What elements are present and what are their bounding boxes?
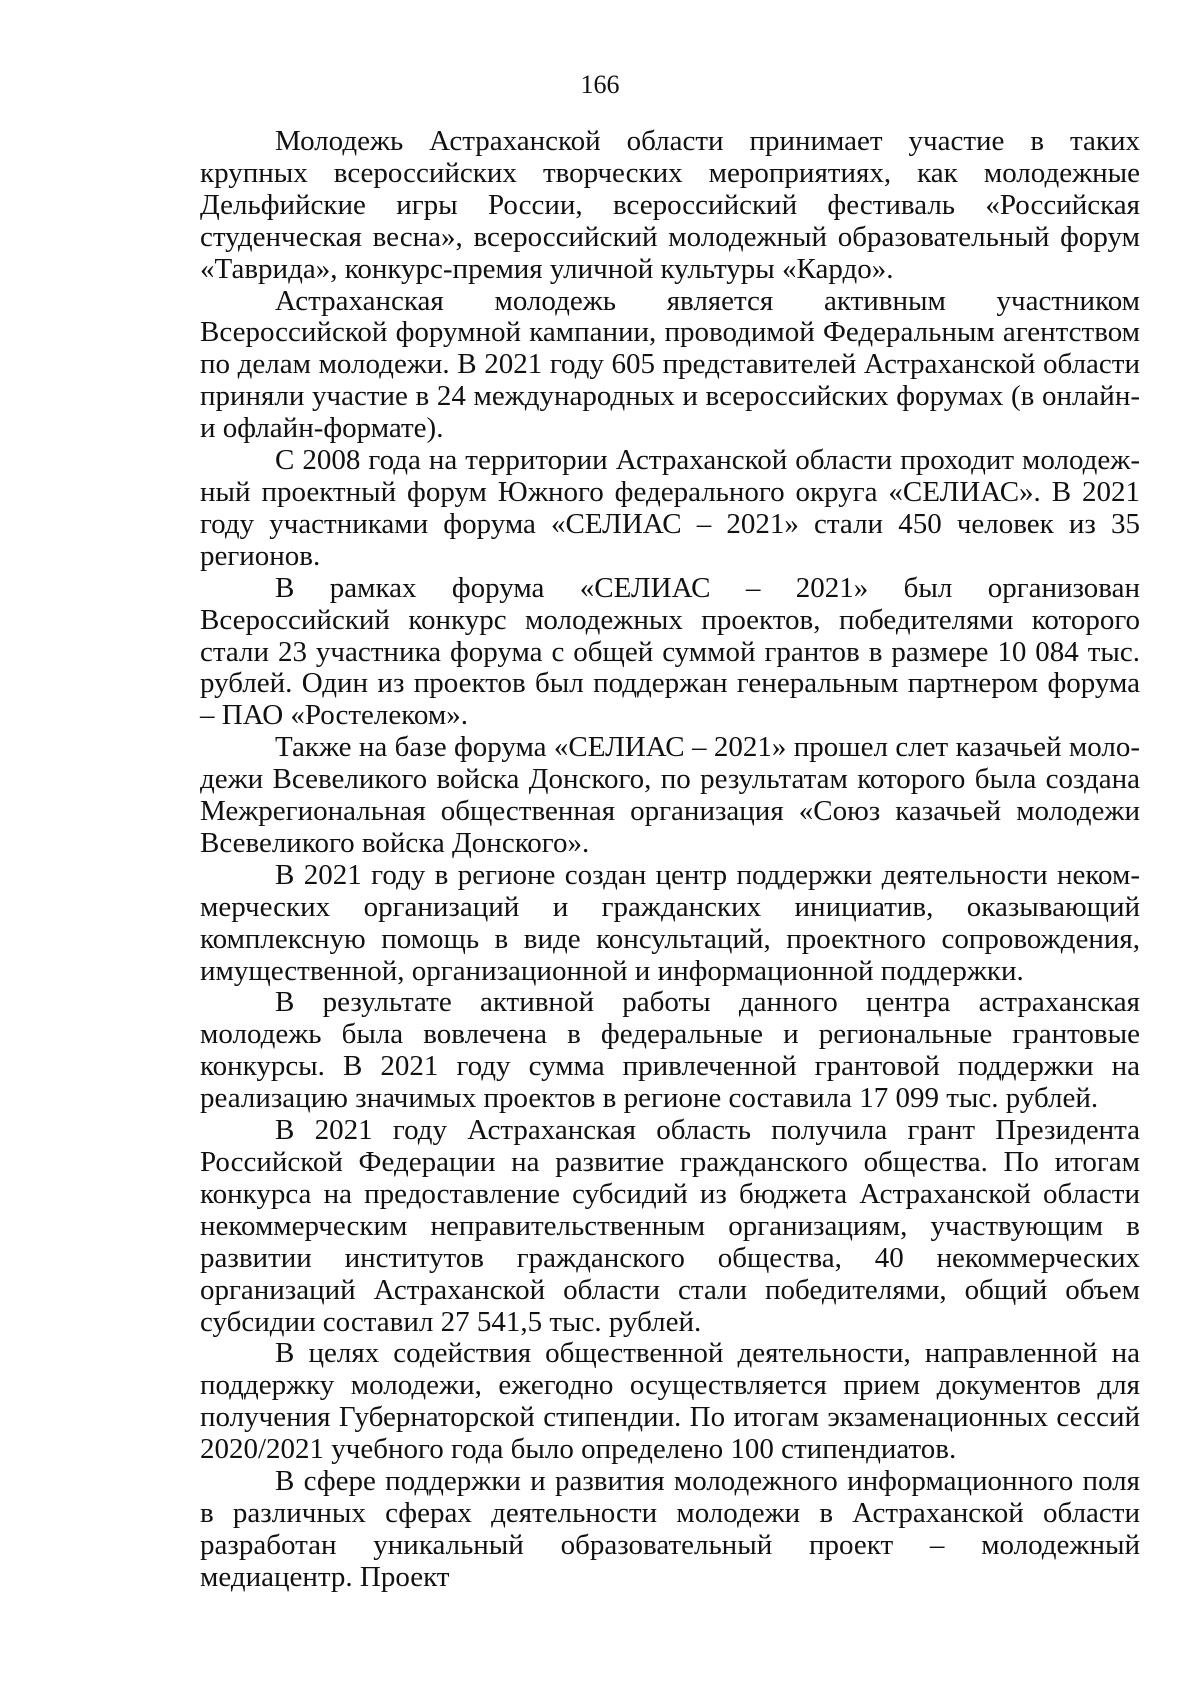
paragraph-delphic-games: Молодежь Астраханской области принимает участие в таких крупных всероссийских творческих мероприятиях, как молодежные Дельфийские игры России, всероссийский фестиваль «Российская студенческая весна», всероссийский молодежный образовательный форум «Таврида», конкурс-премия уличной культуры «Кардо». <box>200 125 1140 285</box>
paragraph-project-contest: В рамках форума «СЕЛИАС – 2021» был организован Всероссийский конкурс молодежных проектов, победителями которого стали 23 участника форума с общей суммой грантов в размере 10 084 тыс. рублей. Один из проектов был поддержан генеральным партнером форума – ПАО «Ростелеком». <box>200 571 1140 732</box>
paragraph-grant-contests: В результате активной работы данного центра астраханская молодежь была вовлечена в федеральные и региональные грантовые конкурсы. В 2021 году сумма привлеченной грантовой поддержки на реализацию значимых проектов в регионе составила 17 099 тыс. рублей. <box>200 986 1140 1115</box>
paragraph-selias-forum: С 2008 года на территории Астраханской области проходит молодежный проектный форум Южного федерального округа «СЕЛИАС». В 2021 году участниками форума «СЕЛИАС – 2021» стали 450 человек из 35 регионов. <box>200 444 1140 572</box>
page-number: 166 <box>580 70 620 99</box>
paragraph-cossack-youth: Также на базе форума «СЕЛИАС – 2021» прошел слет казачьей молодежи Всевеликого войска Донского, по результатам которого была создана Межрегиональная общественная организация «Союз казачьей молодежи Всевеликого войска Донского». <box>200 731 1140 859</box>
paragraph-governor-scholarship: В целях содействия общественной деятельности, направленной на поддержку молодежи, ежегодно осуществляется прием документов для получения Губернаторской стипендии. По итогам экзаменационных сессий 2020/2021 учебного года было определено 100 стипендиатов. <box>200 1337 1140 1466</box>
paragraph-nko-support-center: В 2021 году в регионе создан центр поддержки деятельности некоммерческих организаций и гражданских инициатив, оказывающий комплексную помощь в виде консультаций, проектного сопровождения, имущественной, организационной и информационной поддержки. <box>200 858 1140 987</box>
paragraph-media-center: В сфере поддержки и развития молодежного информационного поля в различных сферах деятельности молодежи в Астраханской области разработан уникальный образовательный проект – молодежный медиацентр. Проект <box>200 1465 1140 1593</box>
paragraph-forum-campaign: Астраханская молодежь является активным участником Всероссийской форумной кампании, проводимой Федеральным агентством по делам молодежи. В 2021 году 605 представителей Астраханской области приняли участие в 24 международных и всероссийских форумах (в онлайн- и офлайн-формате). <box>200 284 1140 445</box>
paragraph-presidential-grant: В 2021 году Астраханская область получила грант Президента Российской Федерации на развитие гражданского общества. По итогам конкурса на предоставление субсидий из бюджета Астраханской области некоммерческим неправительственным организациям, участвующим в развитии институтов гражданского общества, 40 некоммерческих организаций Астраханской области стали победителями, общий объем субсидии составил 27 541,5 тыс. рублей. <box>200 1114 1140 1338</box>
document-body <box>200 126 1140 1594</box>
